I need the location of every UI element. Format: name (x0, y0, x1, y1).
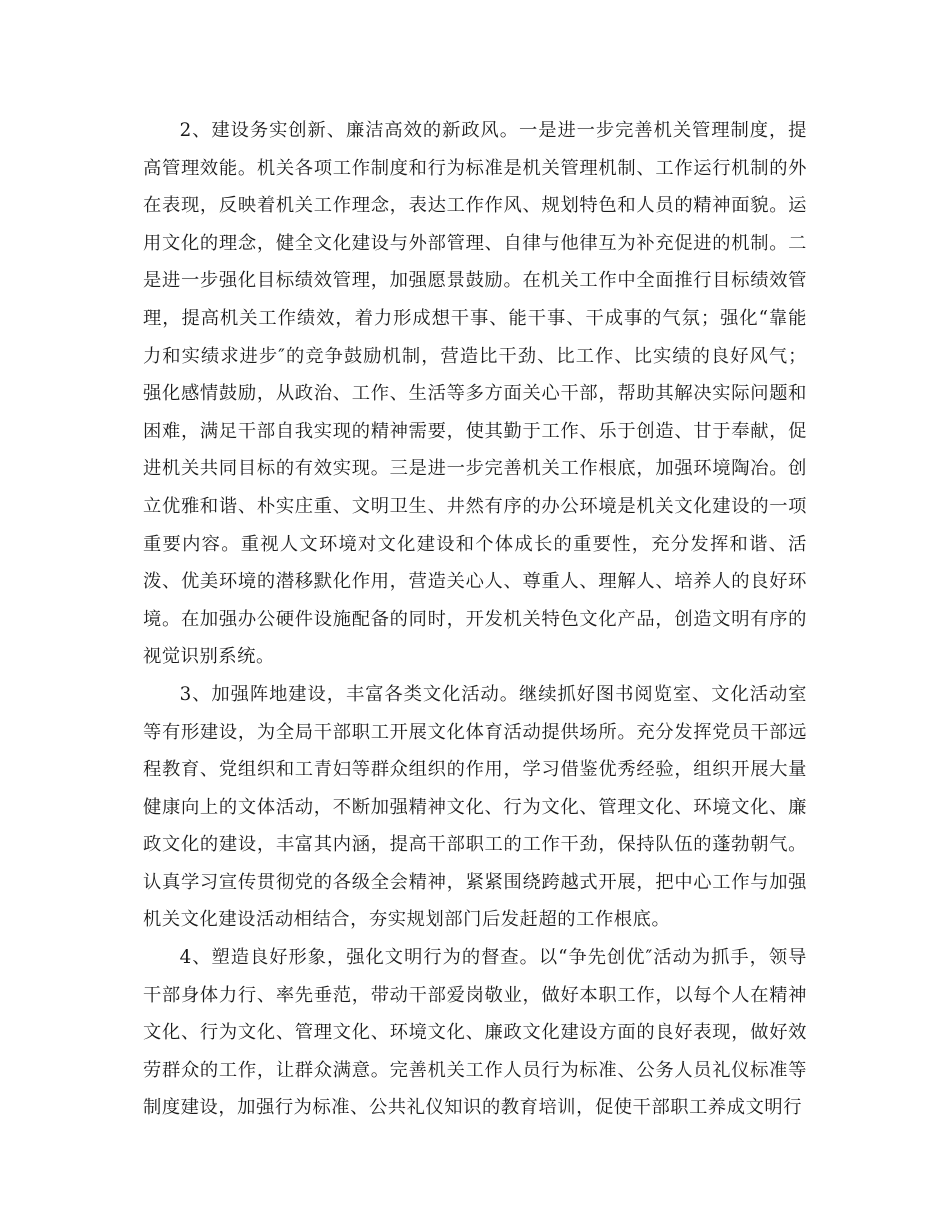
paragraph-item-3: 3、加强阵地建设，丰富各类文化活动。继续抓好图书阅览室、文化活动室等有形建设，为全局干部职工开展文化体育活动提供场所。充分发挥党员干部远程教育、党组织和工青妇等群众组织的作用，学习借鉴优秀经验，组织开展大量健康向上的文体活动，不断加强精神文化、行为文化、管理文化、环境文化、廉政文化的建设，丰富其内涵，提高干部职工的工作干劲，保持队伍的蓬勃朝气。认真学习宣传贯彻党的各级全会精神，紧紧围绕跨越式开展，把中心工作与加强机关文化建设活动相结合，夯实规划部门后发赶超的工作根底。 (143, 683, 807, 931)
paragraph-item-2: 2、建设务实创新、廉洁高效的新政风。一是进一步完善机关管理制度，提高管理效能。机关各项工作制度和行为标准是机关管理机制、工作运行机制的外在表现，反映着机关工作理念，表达工作作风、规划特色和人员的精神面貌。运用文化的理念，健全文化建设与外部管理、自律与他律互为补充促进的机制。二是进一步强化目标绩效管理，加强愿景鼓励。在机关工作中全面推行目标绩效管理，提高机关工作绩效，着力形成想干事、能干事、干成事的气氛；强化“靠能力和实绩求进步″的竞争鼓励机制，营造比干劲、比工作、比实绩的良好风气；强化感情鼓励，从政治、工作、生活等多方面关心干部，帮助其解决实际问题和困难，满足干部自我实现的精神需要，使其勤于工作、乐于创造、甘于奉献，促进机关共同目标的有效实现。三是进一步完善机关工作根底，加强环境陶冶。创立优雅和谐、朴实庄重、文明卫生、井然有序的办公环境是机关文化建设的一项重要内容。重视人文环境对文化建设和个体成长的重要性，充分发挥和谐、活泼、优美环境的潜移默化作用，营造关心人、尊重人、理解人、培养人的良好环境。在加强办公硬件设施配备的同时，开发机关特色文化产品，创造文明有序的视觉识别系统。 (143, 120, 807, 668)
document-body (143, 112, 807, 1127)
paragraph-item-4: 4、塑造良好形象，强化文明行为的督查。以“争先创优″活动为抓手，领导干部身体力行、率先垂范，带动干部爱岗敬业，做好本职工作，以每个人在精神文化、行为文化、管理文化、环境文化、廉政文化建设方面的良好表现，做好效劳群众的工作，让群众满意。完善机关工作人员行为标准、公务人员礼仪标准等制度建设，加强行为标准、公共礼仪知识的教育培训，促使干部职工养成文明行 (143, 947, 807, 1119)
